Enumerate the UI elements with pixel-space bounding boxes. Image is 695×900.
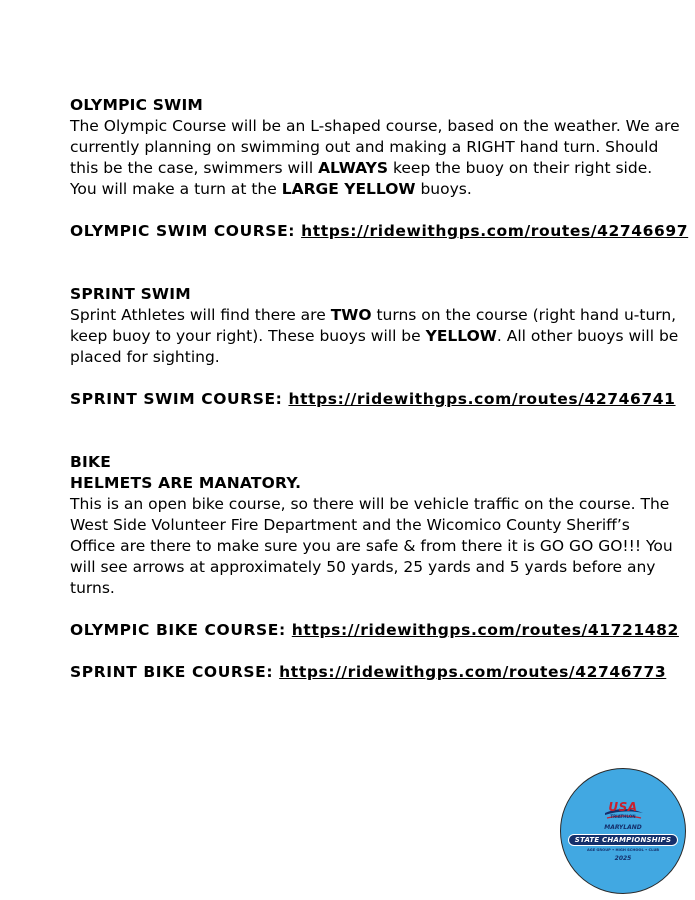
sprint-swim-course-link[interactable]: https://ridewithgps.com/routes/42746741 bbox=[288, 390, 676, 408]
olympic-bike-course-link[interactable]: https://ridewithgps.com/routes/41721482 bbox=[291, 621, 679, 639]
sprint-bike-course-line: SPRINT BIKE COURSE: https://ridewithgps.com/routes/42746773 bbox=[70, 663, 667, 681]
sprint-swim-heading: SPRINT SWIM bbox=[70, 285, 191, 303]
olympic-swim-paragraph: The Olympic Course will be an L-shaped course, based on the weather. We are currently planning on swimming out and making a RIGHT hand turn. Should this be the case, swimmers will ALWAYS keep the buoy on their right side. You will make a turn at the LARGE YELLOW buoys. bbox=[70, 117, 680, 198]
sprint-swim-course-line: SPRINT SWIM COURSE: https://ridewithgps.com/routes/42746741 bbox=[70, 390, 676, 408]
logo-swoosh-icon bbox=[561, 769, 687, 895]
logo-state-text: MARYLAND bbox=[604, 824, 642, 831]
document-body bbox=[70, 95, 689, 683]
logo-usa-text: USA bbox=[608, 800, 638, 814]
olympic-swim-heading: OLYMPIC SWIM bbox=[70, 96, 204, 114]
bike-heading: BIKE bbox=[70, 453, 111, 471]
logo-banner: STATE CHAMPIONSHIPS bbox=[568, 834, 678, 846]
logo-triathlon-text: TRIATHLON bbox=[610, 814, 636, 819]
logo-year: 2025 bbox=[614, 855, 632, 862]
olympic-swim-course-line: OLYMPIC SWIM COURSE: https://ridewithgps.com/routes/42746697 bbox=[70, 222, 689, 240]
bike-paragraph: This is an open bike course, so there will be vehicle traffic on the course. The West Side Volunteer Fire Department and the Wicomico County Sheriff’s Office are there to make sure you are safe & from there it is GO GO GO!!! You will see arrows at approximately 50 yards, 25 yards and 5 yards before any turns. bbox=[70, 495, 673, 597]
sprint-bike-course-link[interactable]: https://ridewithgps.com/routes/42746773 bbox=[279, 663, 667, 681]
olympic-swim-course-link[interactable]: https://ridewithgps.com/routes/42746697 bbox=[301, 222, 689, 240]
olympic-bike-course-line: OLYMPIC BIKE COURSE: https://ridewithgps.com/routes/41721482 bbox=[70, 621, 679, 639]
logo-subtitle: AGE GROUP • HIGH SCHOOL • CLUB bbox=[586, 848, 659, 852]
sprint-swim-paragraph: Sprint Athletes will find there are TWO turns on the course (right hand u-turn, keep buoy to your right). These buoys will be YELLOW. All other buoys will be placed for sighting. bbox=[70, 306, 679, 366]
helmets-notice: HELMETS ARE MANATORY. bbox=[70, 474, 302, 492]
state-championships-logo bbox=[560, 768, 686, 894]
